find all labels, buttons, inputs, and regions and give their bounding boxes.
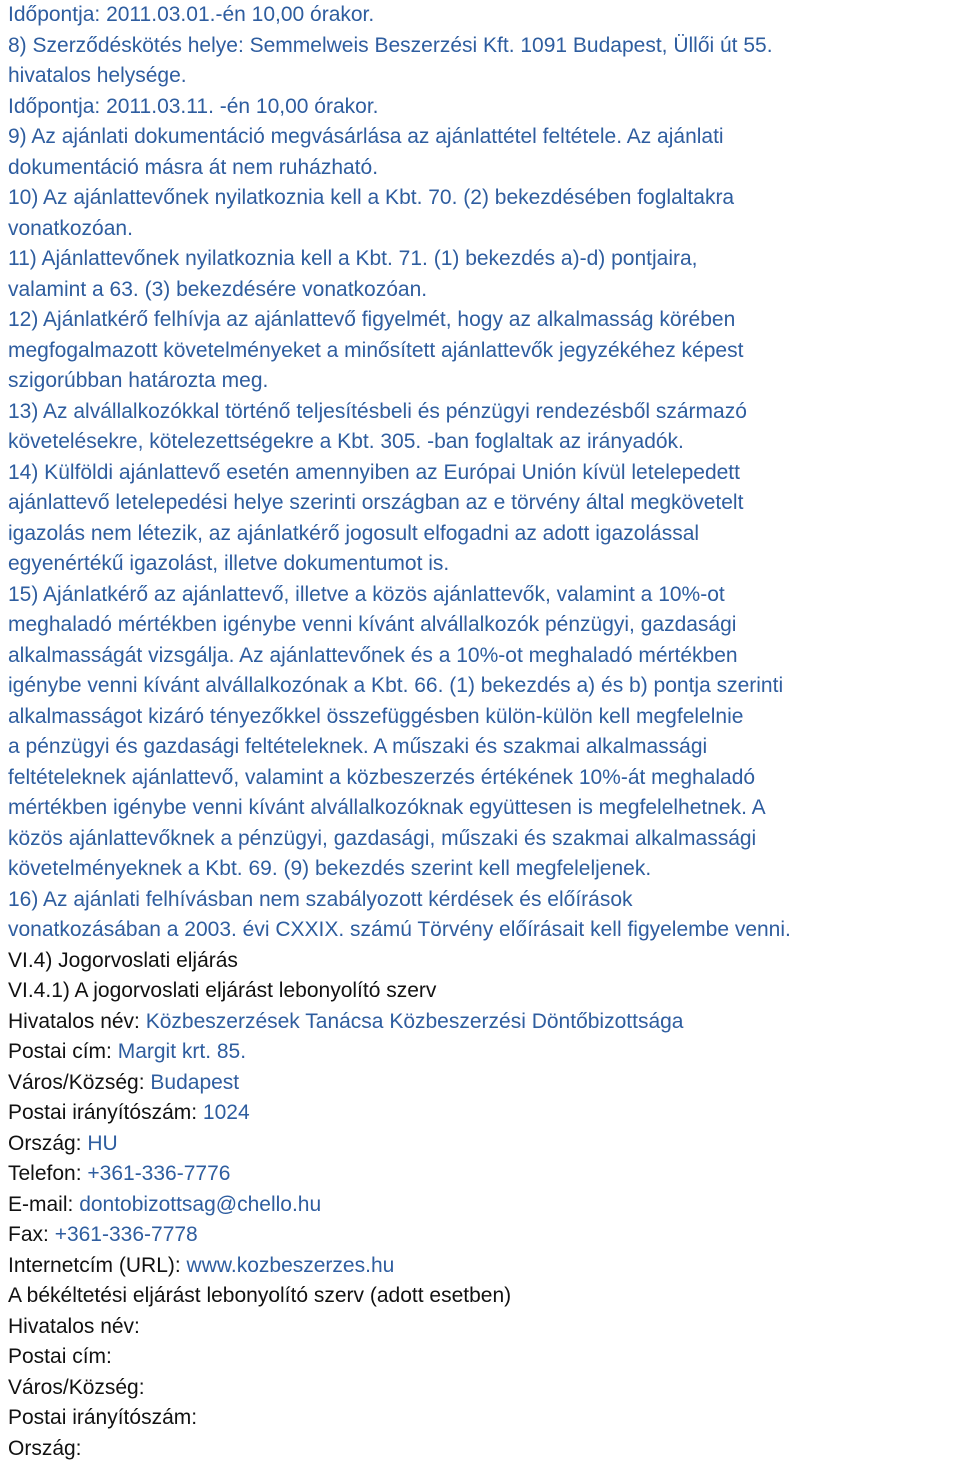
document-line bbox=[8, 1190, 956, 1221]
document-line bbox=[8, 671, 956, 702]
field-value: meghaladó mértékben igénybe venni kívánt alvállalkozók pénzügyi, gazdasági bbox=[8, 613, 736, 636]
field-value: 11) Ajánlattevőnek nyilatkoznia kell a Kbt. 71. (1) bekezdés a)-d) pontjaira, bbox=[8, 247, 698, 270]
document-line bbox=[8, 763, 956, 794]
document-line bbox=[8, 641, 956, 672]
document-line bbox=[8, 31, 956, 62]
document-line bbox=[8, 244, 956, 275]
field-label: Hivatalos név: bbox=[8, 1010, 146, 1033]
document-line bbox=[8, 1159, 956, 1190]
field-value: +361-336-7778 bbox=[55, 1223, 198, 1246]
field-value: hivatalos helysége. bbox=[8, 64, 187, 87]
field-value: egyenértékű igazolást, illetve dokumentumot is. bbox=[8, 552, 449, 575]
document-line bbox=[8, 915, 956, 946]
document-line bbox=[8, 305, 956, 336]
document-line bbox=[8, 580, 956, 611]
document-line bbox=[8, 1373, 956, 1404]
document-line bbox=[8, 1251, 956, 1282]
field-label: Hivatalos név: bbox=[8, 1315, 140, 1338]
field-value: megfogalmazott követelményeket a minősített ajánlattevők jegyzékéhez képest bbox=[8, 339, 743, 362]
field-label: Város/Község: bbox=[8, 1071, 150, 1094]
field-value: 12) Ajánlatkérő felhívja az ajánlattevő figyelmét, hogy az alkalmasság körében bbox=[8, 308, 735, 331]
document-line bbox=[8, 1037, 956, 1068]
field-value: 13) Az alvállalkozókkal történő teljesítésbeli és pénzügyi rendezésből származó bbox=[8, 400, 747, 423]
field-value: igazolás nem létezik, az ajánlatkérő jogosult elfogadni az adott igazolással bbox=[8, 522, 699, 545]
document-line bbox=[8, 366, 956, 397]
document-line bbox=[8, 61, 956, 92]
document-line bbox=[8, 702, 956, 733]
field-label: A békéltetési eljárást lebonyolító szerv (adott esetben) bbox=[8, 1284, 511, 1307]
field-value: követelésekre, kötelezettségekre a Kbt. 305. -ban foglaltak az irányadók. bbox=[8, 430, 684, 453]
document-line bbox=[8, 1220, 956, 1251]
field-value: dontobizottsag@chello.hu bbox=[79, 1193, 321, 1216]
document-line bbox=[8, 488, 956, 519]
document-line bbox=[8, 427, 956, 458]
document-line bbox=[8, 854, 956, 885]
field-label: Fax: bbox=[8, 1223, 55, 1246]
field-value: igénybe venni kívánt alvállalkozónak a Kbt. 66. (1) bekezdés a) és b) pontja szerinti bbox=[8, 674, 783, 697]
field-label: Postai cím: bbox=[8, 1345, 112, 1368]
field-label: Postai irányítószám: bbox=[8, 1101, 203, 1124]
document-line bbox=[8, 549, 956, 580]
field-value: 1024 bbox=[203, 1101, 250, 1124]
field-value: valamint a 63. (3) bekezdésére vonatkozóan. bbox=[8, 278, 427, 301]
field-value: vonatkozásában a 2003. évi CXXIX. számú Törvény előírásait kell figyelembe venni. bbox=[8, 918, 791, 941]
field-label: Postai cím: bbox=[8, 1040, 118, 1063]
document-line bbox=[8, 1007, 956, 1038]
document-line bbox=[8, 1434, 956, 1464]
field-value: Budapest bbox=[150, 1071, 239, 1094]
field-label: Ország: bbox=[8, 1132, 87, 1155]
document-line bbox=[8, 519, 956, 550]
document-line bbox=[8, 183, 956, 214]
field-label: Internetcím (URL): bbox=[8, 1254, 187, 1277]
document-line bbox=[8, 92, 956, 123]
document-line bbox=[8, 153, 956, 184]
field-value: 10) Az ajánlattevőnek nyilatkoznia kell a Kbt. 70. (2) bekezdésében foglaltakra bbox=[8, 186, 734, 209]
field-label: VI.4.1) A jogorvoslati eljárást lebonyolító szerv bbox=[8, 979, 436, 1002]
field-value: alkalmasságát vizsgálja. Az ajánlattevőnek és a 10%-ot meghaladó mértékben bbox=[8, 644, 738, 667]
document-line bbox=[8, 275, 956, 306]
document-line bbox=[8, 976, 956, 1007]
field-value: Időpontja: 2011.03.11. -én 10,00 órakor. bbox=[8, 95, 379, 118]
field-value: Közbeszerzések Tanácsa Közbeszerzési Döntőbizottsága bbox=[146, 1010, 684, 1033]
field-value: 8) Szerződéskötés helye: Semmelweis Beszerzési Kft. 1091 Budapest, Üllői út 55. bbox=[8, 34, 773, 57]
field-value: a pénzügyi és gazdasági feltételeknek. A műszaki és szakmai alkalmassági bbox=[8, 735, 707, 758]
field-value: közös ajánlattevőknek a pénzügyi, gazdasági, műszaki és szakmai alkalmassági bbox=[8, 827, 756, 850]
document-line bbox=[8, 610, 956, 641]
document-line bbox=[8, 1312, 956, 1343]
field-value: Margit krt. 85. bbox=[118, 1040, 246, 1063]
field-value: mértékben igénybe venni kívánt alvállalkozóknak együttesen is megfelelhetnek. A bbox=[8, 796, 766, 819]
document-line bbox=[8, 1403, 956, 1434]
field-value: feltételeknek ajánlattevő, valamint a közbeszerzés értékének 10%-át meghaladó bbox=[8, 766, 755, 789]
field-value: 14) Külföldi ajánlattevő esetén amennyiben az Európai Unión kívül letelepedett bbox=[8, 461, 740, 484]
field-value: követelményeknek a Kbt. 69. (9) bekezdés szerint kell megfeleljenek. bbox=[8, 857, 651, 880]
field-value: szigorúbban határozta meg. bbox=[8, 369, 268, 392]
field-value: dokumentáció másra át nem ruházható. bbox=[8, 156, 378, 179]
field-value: 15) Ajánlatkérő az ajánlattevő, illetve a közös ajánlattevők, valamint a 10%-ot bbox=[8, 583, 725, 606]
document-line bbox=[8, 397, 956, 428]
document-line bbox=[8, 1129, 956, 1160]
document-line bbox=[8, 214, 956, 245]
document-line bbox=[8, 1281, 956, 1312]
field-label: Postai irányítószám: bbox=[8, 1406, 197, 1429]
document-line bbox=[8, 885, 956, 916]
field-label: Telefon: bbox=[8, 1162, 87, 1185]
document-line bbox=[8, 1068, 956, 1099]
document-line bbox=[8, 122, 956, 153]
field-label: E-mail: bbox=[8, 1193, 79, 1216]
field-value: Időpontja: 2011.03.01.-én 10,00 órakor. bbox=[8, 3, 374, 26]
field-value: vonatkozóan. bbox=[8, 217, 133, 240]
document-line bbox=[8, 824, 956, 855]
field-value: www.kozbeszerzes.hu bbox=[187, 1254, 395, 1277]
document-line bbox=[8, 336, 956, 367]
field-label: Ország: bbox=[8, 1437, 82, 1460]
field-value: 16) Az ajánlati felhívásban nem szabályozott kérdések és előírások bbox=[8, 888, 633, 911]
document-line bbox=[8, 1342, 956, 1373]
document-line bbox=[8, 732, 956, 763]
field-value: ajánlattevő letelepedési helye szerinti országban az e törvény által megkövetelt bbox=[8, 491, 743, 514]
document-line bbox=[8, 1098, 956, 1129]
document-line bbox=[8, 0, 956, 31]
field-label: VI.4) Jogorvoslati eljárás bbox=[8, 949, 238, 972]
field-value: alkalmasságot kizáró tényezőkkel összefüggésben külön-külön kell megfelelnie bbox=[8, 705, 743, 728]
document-line bbox=[8, 458, 956, 489]
document-line bbox=[8, 793, 956, 824]
field-label: Város/Község: bbox=[8, 1376, 145, 1399]
document-line bbox=[8, 946, 956, 977]
field-value: 9) Az ajánlati dokumentáció megvásárlása az ajánlattétel feltétele. Az ajánlati bbox=[8, 125, 724, 148]
field-value: +361-336-7776 bbox=[87, 1162, 230, 1185]
field-value: HU bbox=[87, 1132, 117, 1155]
